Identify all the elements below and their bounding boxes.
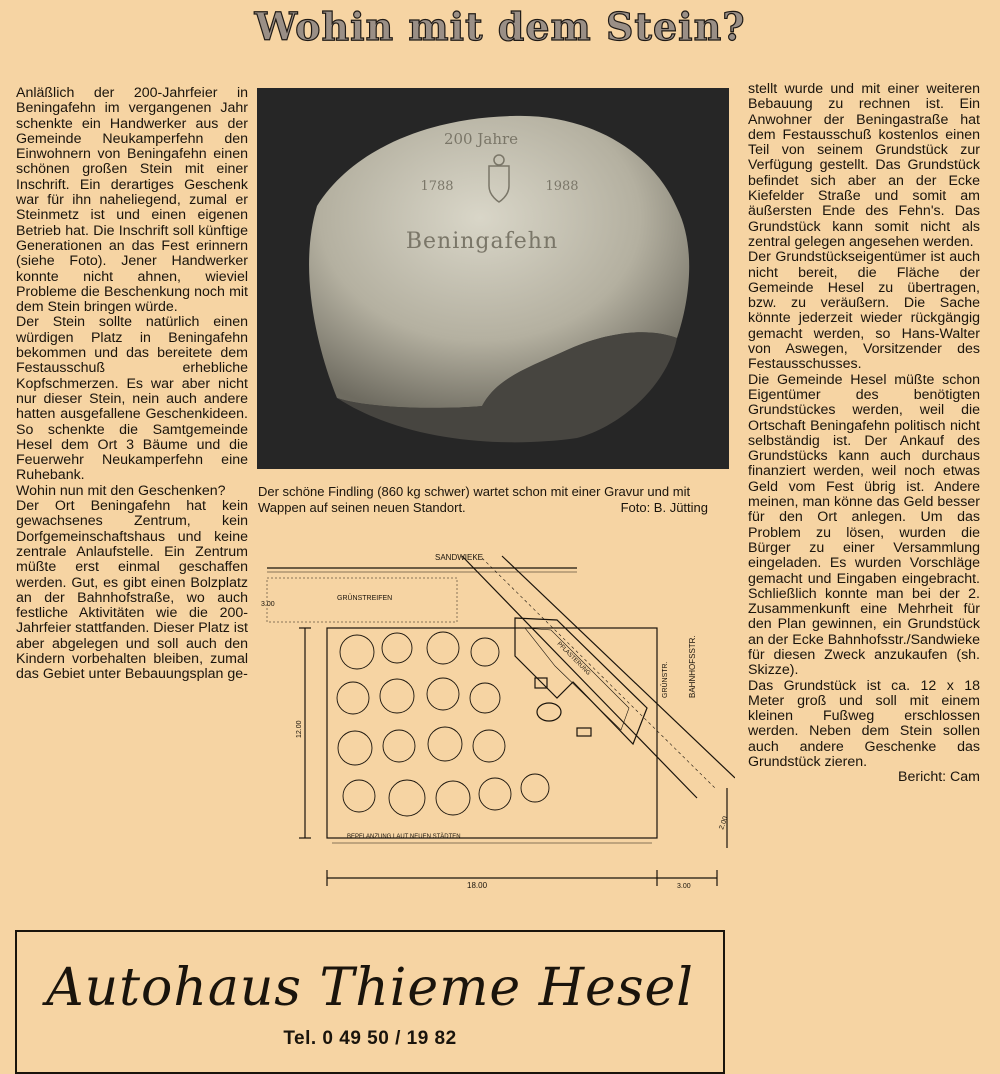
stone-engraving-years: 200 Jahre — [443, 130, 519, 148]
paragraph: Die Gemeinde Hesel müßte schon Eigentümer des benötigten Grundstückes werden, weil die Ortschaft Beningafehn politisch nicht selbständig ist. Der Ankauf des Grundstücks kann auch durchaus finanziert werden, weil noch etwas Geld vom Fest übrig ist. Andere meinen, man könne das Geld besser für den Ort anlegen. Um das Problem zu lösen, wurden die Bürger zu einer Versammlung eingeladen. Es wurden Vorschläge gemacht und Eingaben eingebracht. Schließlich konnte man bei der 2. Zusammenkunft eine Mehrheit für den Plan gewinnen, ein Grundstück an der Ecke Bahnhofsstr./Sandwieke für diesen Zweck anzukaufen (sh. Skizze). — [748, 371, 980, 679]
paragraph: Der Grundstückseigentümer ist auch nicht bereit, die Fläche der Gemeinde Hesel zu übertragen, bzw. zu veräußern. Die Sache könnte jederzeit wieder rückgängig gemacht werden, so Hans-Walter von Aswegen, Vorsitzender des Festausschusses. — [748, 249, 980, 373]
green-strip-right-label: GRÜNSTR. — [662, 661, 669, 698]
dimension-top-left: 3.00 — [261, 601, 275, 608]
dimension-right: 2.00 — [718, 815, 730, 831]
photo-caption — [258, 484, 738, 516]
stone-year-left: 1788 — [420, 179, 454, 194]
street-label-top: SANDWIEKE — [435, 553, 484, 562]
dimension-bottom: 18.00 — [467, 881, 488, 890]
paragraph: Der Ort Beningafehn hat kein gewachsenes Zentrum, kein Dorfgemeinschaftshaus und keine zentrale Anlaufstelle. Ein Zentrum müßte erst einmal geschaffen werden. Gut, es gibt einen Bolzplatz an der Bahnhofstraße, wo auch festliche Aktivitäten wie die 200-Jahrfeier stattfanden. Dieser Platz ist aber abgelegen und soll auch den Kindern vorbehalten bleiben, zumal das Gebiet unter Bebauungsplan ge- — [16, 498, 248, 683]
advertisement-box — [15, 930, 725, 1074]
green-strip-label: GRÜNSTREIFEN — [337, 595, 393, 602]
dimension-left: 12.00 — [296, 720, 303, 738]
site-plan-sketch — [257, 548, 735, 916]
byline: Bericht: Cam — [898, 769, 980, 786]
photo-credit: Foto: B. Jütting — [620, 500, 708, 515]
caption-text: Der schöne Findling (860 kg schwer) wartet schon mit einer Gravur und mit Wappen auf seinen neuen Standort. — [258, 484, 691, 515]
stone-year-right: 1988 — [545, 179, 579, 194]
article-column-left — [16, 86, 248, 683]
advertiser-phone: Tel. 0 49 50 / 19 82 — [283, 1028, 457, 1049]
paragraph: Das Grundstück ist ca. 12 x 18 Meter groß und soll mit einem kleinen Fußweg erschlossen werden. Neben dem Stein sollen auch andere Geschenke das Grundstück zieren. — [748, 677, 980, 771]
paragraph: Wohin nun mit den Geschenken? — [16, 482, 226, 499]
article-column-right — [748, 82, 980, 786]
plaza-label: PFLASTERUNG — [555, 641, 592, 677]
street-label-right: BAHNHOFSSTR. — [688, 635, 697, 698]
paragraph: Anläßlich der 200-Jahrfeier in Beningafehn im vergangenen Jahr schenkte ein Handwerker aus der Gemeinde Neukamperfehn den Einwohnern von Beningafehn einen schönen großen Stein mit einer Inschrift. Ein derartiges Geschenk war für ihn naheliegend, zumal er Steinmetz ist und einen eigenen Betrieb hat. Die Inschrift soll künftige Generationen an das Fest erinnern (siehe Foto). Jener Handwerker konnte nicht ahnen, wieviel Probleme die Beschenkung noch mit dem Stein bringen würde. — [16, 85, 248, 316]
paragraph: Der Stein sollte natürlich einen würdigen Platz in Beningafehn bekommen und das bereitete dem Festausschuß erhebliche Kopfschmerzen. Es war aber nicht nur dieser Stein, nein auch andere hatten ausgefallene Geschenkideen. So schenkte die Samtgemeinde Hesel dem Ort 3 Bäume und die Feuerwehr Neukamperfehn eine Ruhebank. — [16, 314, 248, 484]
advertiser-name: Autohaus Thieme Hesel — [46, 958, 694, 1018]
stone-photo — [257, 88, 729, 469]
planting-label: BEPFLANZUNG LAUT NEUEN STÄDTEN — [347, 834, 461, 840]
dimension-bottom-right: 3.00 — [677, 883, 691, 890]
stone-engraving-name: Beningafehn — [405, 229, 559, 254]
tree-icons — [337, 632, 549, 816]
paragraph: stellt wurde und mit einer weiteren Bebauung zu rechnen ist. Ein Anwohner der Beningastraße hat dem Festausschuß kostenlos einen Teil von seinem Grundstück zur Verfügung gestellt. Das Grundstück befindet sich aber an der Ecke Kiefelder Straße und somit am äußersten Ende des Fehn's. Das Grundstück kann somit nicht als zentral gelegen angesehen werden. — [748, 81, 980, 250]
article-title: Wohin mit dem Stein? — [254, 4, 746, 49]
